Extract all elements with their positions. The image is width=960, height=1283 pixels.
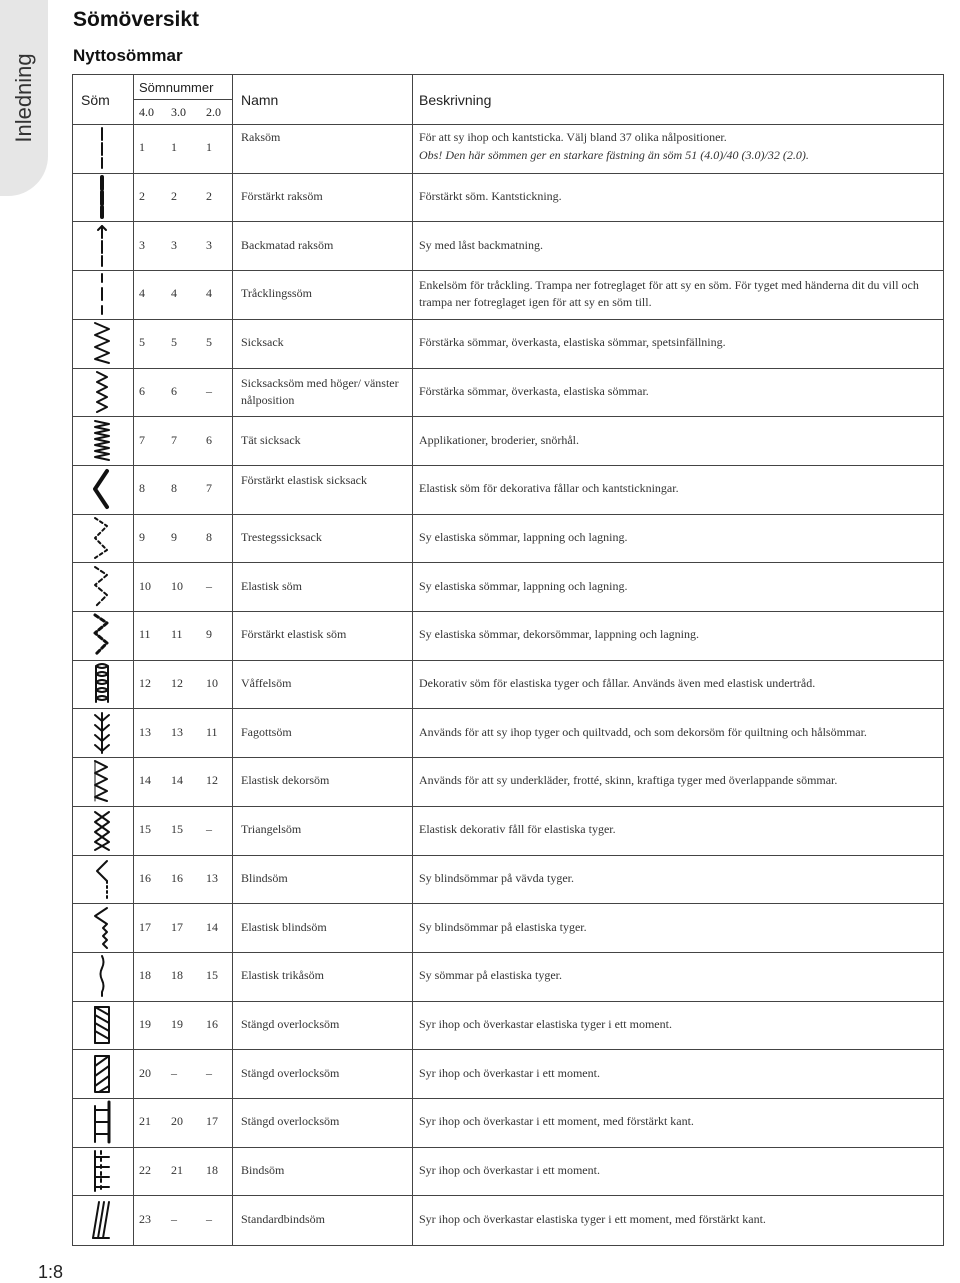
stitch-number-n2: 16 <box>171 870 183 885</box>
elastic-blind-hem-icon <box>87 906 117 950</box>
stitch-number-n3: – <box>206 1211 212 1226</box>
stitch-number-n2: 3 <box>171 237 177 252</box>
row-divider <box>73 855 943 856</box>
header-model-3: 3.0 <box>171 105 186 119</box>
stitch-name: Triangelsöm <box>241 822 302 837</box>
stitch-description: För att sy ihop och kantsticka. Välj bland 37 olika nålpositioner. <box>419 130 727 144</box>
stitch-number-n1: 9 <box>139 529 145 544</box>
stitch-description: Elastisk söm för dekorativa fållar och kantstickningar. <box>419 481 679 496</box>
stitch-description: Elastisk dekorativ fåll för elastiska tyger. <box>419 822 616 837</box>
stitch-number-n2: 5 <box>171 335 177 350</box>
stitch-name: Förstärkt elastisk sicksack <box>241 473 367 488</box>
stitch-number-n2: 12 <box>171 676 183 691</box>
row-divider <box>73 270 943 271</box>
row-divider <box>73 1147 943 1148</box>
header-model-4: 4.0 <box>139 105 154 119</box>
stitch-number-n3: – <box>206 578 212 593</box>
stitch-number-n1: 8 <box>139 481 145 496</box>
stitch-number-n2: 6 <box>171 383 177 398</box>
stitch-description: Syr ihop och överkastar i ett moment. <box>419 1065 600 1080</box>
stitch-number-n2: 9 <box>171 529 177 544</box>
closed-overlock-reinforced-icon <box>87 1100 117 1144</box>
header-model-2: 2.0 <box>206 105 221 119</box>
reinforced-elastic-zigzag-icon <box>87 467 117 511</box>
stitch-name: Stängd overlocksöm <box>241 1065 340 1080</box>
row-divider <box>73 1195 943 1196</box>
row-divider <box>73 173 943 174</box>
stitch-number-n2: 15 <box>171 822 183 837</box>
stitch-description: Enkelsöm för tråckling. Trampa ner fotreglaget för att sy en söm. För tyget med händerna dit du vill och trampa ner fotreglaget igen för att sy en söm till. <box>419 278 919 310</box>
row-divider <box>73 1001 943 1002</box>
stitch-number-n1: 16 <box>139 870 151 885</box>
stitch-number-n3: – <box>206 822 212 837</box>
stitch-description: Sy elastiska sömmar, lappning och lagning. <box>419 529 628 544</box>
stitch-number-n2: – <box>171 1065 177 1080</box>
stitch-number-n1: 23 <box>139 1211 151 1226</box>
closed-overlock-icon <box>87 1003 117 1047</box>
waffle-stitch-icon <box>87 662 117 706</box>
stitch-number-n1: 17 <box>139 919 151 934</box>
header-stitch-number: Sömnummer <box>139 80 214 95</box>
stitch-number-n2: 7 <box>171 432 177 447</box>
elastic-stitch-icon <box>87 565 117 609</box>
stitch-name: Sicksacksöm med höger/ vänster nålposition <box>241 375 399 407</box>
reinforced-straight-stitch-icon <box>87 175 117 219</box>
stitch-number-n3: 9 <box>206 627 212 642</box>
stitch-number-n3: 4 <box>206 286 212 301</box>
stitch-number-n3: 11 <box>206 724 218 739</box>
stitch-number-n3: 10 <box>206 676 218 691</box>
stitch-number-n2: 10 <box>171 578 183 593</box>
stitch-number-n3: 15 <box>206 968 218 983</box>
triangle-stitch-icon <box>87 808 117 852</box>
stitch-number-n2: 14 <box>171 773 183 788</box>
stitch-description: Syr ihop och överkastar i ett moment, med förstärkt kant. <box>419 1114 694 1129</box>
section-title: Nyttosömmar <box>73 46 183 65</box>
stitch-name: Raksöm <box>241 130 281 144</box>
stitch-name: Våffelsöm <box>241 676 292 691</box>
elastic-decor-stitch-icon <box>87 759 117 803</box>
stitch-name: Standardbindsöm <box>241 1211 325 1226</box>
stitch-name: Trestegssicksack <box>241 529 322 544</box>
stitch-number-n1: 13 <box>139 724 151 739</box>
stitch-description: Sy blindsömmar på vävda tyger. <box>419 870 574 885</box>
stitch-number-n2: 18 <box>171 968 183 983</box>
reinforced-elastic-stitch-icon <box>87 613 117 657</box>
stitch-name: Stängd overlocksöm <box>241 1114 340 1129</box>
stitch-number-n2: 21 <box>171 1163 183 1178</box>
stitch-number-n2: 11 <box>171 627 183 642</box>
stitch-number-n3: 14 <box>206 919 218 934</box>
stitch-number-n1: 12 <box>139 676 151 691</box>
stitch-number-n3: 18 <box>206 1163 218 1178</box>
stitch-note: Obs! Den här sömmen ger en starkare fästning än söm 51 (4.0)/40 (3.0)/32 (2.0). <box>419 148 809 162</box>
stitch-name: Bindsöm <box>241 1163 285 1178</box>
stitch-description: Dekorativ söm för elastiska tyger och fållar. Används även med elastisk undertråd. <box>419 676 816 691</box>
stitch-number-n1: 10 <box>139 578 151 593</box>
row-divider <box>73 708 943 709</box>
row-divider <box>73 562 943 563</box>
fagoting-stitch-icon <box>87 711 117 755</box>
stitch-number-n1: 15 <box>139 822 151 837</box>
row-divider <box>73 319 943 320</box>
stitch-number-n2: – <box>171 1211 177 1226</box>
stitch-number-n3: 2 <box>206 189 212 204</box>
stitch-name: Elastisk trikåsöm <box>241 968 324 983</box>
stitch-number-n1: 14 <box>139 773 151 788</box>
stitch-number-n1: 4 <box>139 286 145 301</box>
page-number: 1:8 <box>38 1262 64 1282</box>
row-divider <box>73 806 943 807</box>
stitch-number-n1: 21 <box>139 1114 151 1129</box>
stitch-number-n3: 12 <box>206 773 218 788</box>
stitch-number-n3: 3 <box>206 237 212 252</box>
basting-stitch-icon <box>87 272 117 316</box>
header-divider <box>133 99 232 100</box>
stitch-description: Sy med låst backmatning. <box>419 237 543 252</box>
reverse-straight-stitch-icon <box>87 224 117 268</box>
stitch-number-n2: 20 <box>171 1114 183 1129</box>
row-divider <box>73 221 943 222</box>
stitch-number-n1: 1 <box>139 140 145 155</box>
stitch-number-n2: 4 <box>171 286 177 301</box>
stitch-number-n1: 20 <box>139 1065 151 1080</box>
stitch-description: Sy blindsömmar på elastiska tyger. <box>419 919 587 934</box>
stitch-name: Backmatad raksöm <box>241 237 334 252</box>
dense-zigzag-icon <box>87 419 117 463</box>
stitch-number-n3: 17 <box>206 1114 218 1129</box>
stitch-description: Syr ihop och överkastar i ett moment. <box>419 1163 600 1178</box>
zigzag-needle-position-icon <box>87 370 117 414</box>
elastic-tricot-stitch-icon <box>87 954 117 998</box>
closed-overlock-diagonal-icon <box>87 1052 117 1096</box>
row-divider <box>73 1049 943 1050</box>
stitch-number-n3: – <box>206 1065 212 1080</box>
header-stitch: Söm <box>81 92 110 108</box>
header-name: Namn <box>241 92 279 108</box>
stitch-number-n3: 13 <box>206 870 218 885</box>
stitch-number-n3: 7 <box>206 481 212 496</box>
stitch-number-n1: 6 <box>139 383 145 398</box>
zigzag-stitch-icon <box>87 321 117 365</box>
row-divider <box>73 368 943 369</box>
stitch-description: Används för att sy ihop tyger och quiltvadd, och som dekorsöm för quiltning och hålsömmar. <box>419 724 867 739</box>
stitch-description: Sy elastiska sömmar, dekorsömmar, lappning och lagning. <box>419 627 699 642</box>
stitch-number-n1: 19 <box>139 1016 151 1031</box>
stitch-number-n3: 16 <box>206 1016 218 1031</box>
stitch-number-n2: 19 <box>171 1016 183 1031</box>
stitch-name: Blindsöm <box>241 870 288 885</box>
row-divider <box>73 903 943 904</box>
stitch-description: Syr ihop och överkastar elastiska tyger i ett moment, med förstärkt kant. <box>419 1211 766 1226</box>
three-step-zigzag-icon <box>87 516 117 560</box>
stitch-number-n3: 1 <box>206 140 212 155</box>
stitch-number-n1: 5 <box>139 335 145 350</box>
stitch-number-n1: 22 <box>139 1163 151 1178</box>
row-divider <box>73 465 943 466</box>
stitch-number-n1: 11 <box>139 627 151 642</box>
stitch-number-n1: 3 <box>139 237 145 252</box>
row-divider <box>73 660 943 661</box>
stitch-number-n3: 6 <box>206 432 212 447</box>
stitch-description: Sy sömmar på elastiska tyger. <box>419 968 562 983</box>
row-divider <box>73 416 943 417</box>
stitch-number-n3: 8 <box>206 529 212 544</box>
stitch-description: Används för att sy underkläder, frotté, skinn, kraftiga tyger med överlappande sömmar. <box>419 773 838 788</box>
stitch-name: Förstärkt elastisk söm <box>241 627 347 642</box>
stitch-number-n2: 13 <box>171 724 183 739</box>
stitch-number-n1: 18 <box>139 968 151 983</box>
stitch-description: Förstärka sömmar, överkasta, elastiska sömmar. <box>419 383 649 398</box>
header-description: Beskrivning <box>419 92 492 108</box>
standard-binding-stitch-icon <box>87 1198 117 1242</box>
stitch-description: Förstärkt söm. Kantstickning. <box>419 189 562 204</box>
stitch-name: Elastisk dekorsöm <box>241 773 330 788</box>
row-divider <box>73 1098 943 1099</box>
straight-stitch-icon <box>87 126 117 170</box>
stitch-name: Elastisk söm <box>241 578 303 593</box>
chapter-tab <box>0 0 48 196</box>
chapter-tab-label: Inledning <box>11 53 36 143</box>
binding-stitch-icon <box>87 1149 117 1193</box>
row-divider <box>73 952 943 953</box>
stitch-name: Sicksack <box>241 335 284 350</box>
blind-hem-icon <box>87 857 117 901</box>
stitch-table <box>72 74 944 1246</box>
stitch-description: Syr ihop och överkastar elastiska tyger i ett moment. <box>419 1016 672 1031</box>
stitch-name: Elastisk blindsöm <box>241 919 327 934</box>
stitch-name: Förstärkt raksöm <box>241 189 323 204</box>
stitch-number-n2: 1 <box>171 140 177 155</box>
row-divider <box>73 514 943 515</box>
stitch-description: Applikationer, broderier, snörhål. <box>419 432 579 447</box>
stitch-name: Fagottsöm <box>241 724 292 739</box>
stitch-name: Stängd overlocksöm <box>241 1016 340 1031</box>
stitch-number-n1: 2 <box>139 189 145 204</box>
stitch-number-n2: 8 <box>171 481 177 496</box>
page-title: Sömöversikt <box>73 8 200 31</box>
row-divider <box>73 611 943 612</box>
stitch-number-n3: 5 <box>206 335 212 350</box>
stitch-description: Förstärka sömmar, överkasta, elastiska sömmar, spetsinfällning. <box>419 335 726 350</box>
stitch-name: Tät sicksack <box>241 432 301 447</box>
stitch-number-n1: 7 <box>139 432 145 447</box>
stitch-number-n3: – <box>206 383 212 398</box>
stitch-name: Tråcklingssöm <box>241 286 312 301</box>
row-divider <box>73 757 943 758</box>
stitch-number-n2: 17 <box>171 919 183 934</box>
stitch-description: Sy elastiska sömmar, lappning och lagning. <box>419 578 628 593</box>
stitch-number-n2: 2 <box>171 189 177 204</box>
